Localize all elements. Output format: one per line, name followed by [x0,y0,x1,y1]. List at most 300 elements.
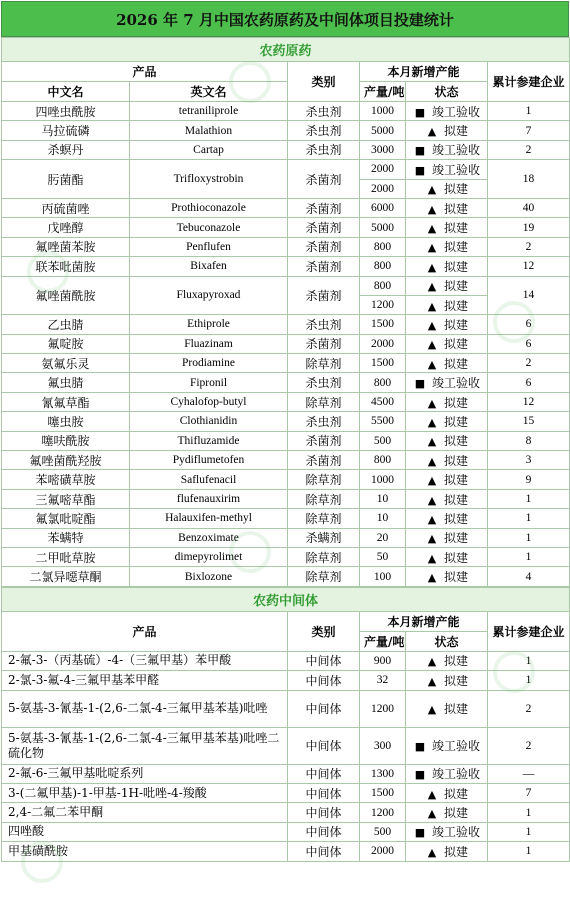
triangle-icon: ▲ [427,703,437,717]
capacity-cell: 500 [360,431,406,450]
cumulative-cell: 1 [488,547,570,566]
status-text: 拟建 [443,654,468,669]
technical-table [1,37,570,587]
status-text: 竣工验收 [431,376,480,391]
en-name-cell: flufenauxirim [130,489,288,508]
triangle-icon: ▲ [427,241,437,255]
triangle-icon: ▲ [427,183,437,197]
triangle-icon: ▲ [427,454,437,468]
status-text: 拟建 [443,221,468,236]
section-technical: 农药原药 [2,38,570,62]
square-icon: ■ [414,740,426,754]
status-text: 拟建 [443,473,468,488]
square-icon: ■ [414,768,426,782]
intermediate-name-cell: 2-氟-3-（丙基硫）-4-（三氟甲基）苯甲酸 [2,651,288,670]
category-cell: 杀虫剂 [288,102,360,121]
status-text: 拟建 [443,550,468,565]
category-cell: 中间体 [288,671,360,690]
table-row [2,451,570,470]
triangle-icon: ▲ [427,674,437,688]
en-name-cell: Trifloxystrobin [130,160,288,199]
status-text: 拟建 [443,844,468,859]
capacity-cell: 5000 [360,218,406,237]
status-text: 竣工验收 [431,104,480,119]
header-en-name: 英文名 [130,82,288,102]
category-cell: 除草剂 [288,547,360,566]
en-name-cell: Fluazinam [130,334,288,353]
en-name-cell: Malathion [130,121,288,140]
cn-name-cell: 乙虫腈 [2,315,130,334]
status-cell [406,334,488,353]
capacity-cell: 1300 [360,764,406,783]
category-cell: 中间体 [288,764,360,783]
capacity-cell: 1000 [360,470,406,489]
cn-name-cell: 氟啶胺 [2,334,130,353]
cumulative-cell: 8 [488,431,570,450]
capacity-cell: 800 [360,257,406,276]
cn-name-cell: 氨氟乐灵 [2,354,130,373]
table-row [2,412,570,431]
status-cell [406,651,488,670]
triangle-icon: ▲ [427,512,437,526]
category-cell: 除草剂 [288,489,360,508]
triangle-icon: ▲ [427,435,437,449]
table-row [2,842,570,861]
cumulative-cell: 2 [488,237,570,256]
status-cell [406,354,488,373]
status-cell [406,102,488,121]
cumulative-cell: 2 [488,140,570,159]
cumulative-cell: 1 [488,102,570,121]
capacity-cell: 800 [360,237,406,256]
cn-name-cell: 氟唑菌酰胺 [2,276,130,315]
cn-name-cell: 氟唑菌苯胺 [2,237,130,256]
cn-name-cell: 苯嘧磺草胺 [2,470,130,489]
triangle-icon: ▲ [427,845,437,859]
triangle-icon: ▲ [427,551,437,565]
capacity-cell: 800 [360,373,406,392]
status-text: 拟建 [443,786,468,801]
capacity-cell: 2000 [360,179,406,198]
table-row [2,470,570,489]
square-icon: ■ [414,826,426,840]
status-cell [406,257,488,276]
square-icon: ■ [414,377,426,391]
capacity-cell: 32 [360,671,406,690]
capacity-cell: 3000 [360,140,406,159]
table-row [2,354,570,373]
cn-name-cell: 联苯吡菌胺 [2,257,130,276]
cumulative-cell: 2 [488,690,570,727]
status-text: 拟建 [443,201,468,216]
triangle-icon: ▲ [427,415,437,429]
status-cell [406,179,488,198]
cn-name-cell: 戊唑醇 [2,218,130,237]
intermediate-name-cell: 3-(二氟甲基)-1-甲基-1H-吡唑-4-羧酸 [2,783,288,802]
status-cell [406,470,488,489]
cn-name-cell: 马拉硫磷 [2,121,130,140]
triangle-icon: ▲ [427,318,437,332]
status-text: 拟建 [443,453,468,468]
category-cell: 杀菌剂 [288,160,360,199]
intermediate-name-cell: 5-氨基-3-氰基-1-(2,6-二氯-4-三氟甲基苯基)吡唑二硫化物 [2,727,288,764]
header-status: 状态 [406,631,488,651]
en-name-cell: Tebuconazole [130,218,288,237]
status-text: 竣工验收 [431,767,480,782]
cumulative-cell: 15 [488,412,570,431]
capacity-cell: 2000 [360,160,406,179]
en-name-cell: Pydiflumetofen [130,451,288,470]
triangle-icon: ▲ [427,807,437,821]
triangle-icon: ▲ [427,202,437,216]
square-icon: ■ [414,144,426,158]
status-cell [406,803,488,822]
cumulative-cell: 19 [488,218,570,237]
triangle-icon: ▲ [427,532,437,546]
table-row [2,102,570,121]
cumulative-cell: 1 [488,671,570,690]
status-text: 拟建 [443,124,468,139]
en-name-cell: Saflufenacil [130,470,288,489]
category-cell: 除草剂 [288,392,360,411]
status-text: 拟建 [443,806,468,821]
status-text: 拟建 [443,356,468,371]
cn-name-cell: 噻虫胺 [2,412,130,431]
cumulative-cell: 2 [488,727,570,764]
status-cell [406,218,488,237]
status-text: 竣工验收 [431,739,480,754]
table-row [2,671,570,690]
table-row [2,764,570,783]
cumulative-cell: 1 [488,509,570,528]
capacity-cell: 10 [360,509,406,528]
en-name-cell: Prothioconazole [130,198,288,217]
triangle-icon: ▲ [427,222,437,236]
capacity-cell: 1200 [360,690,406,727]
status-cell [406,315,488,334]
section-intermediate: 农药中间体 [2,587,570,611]
status-cell [406,121,488,140]
cumulative-cell: 1 [488,489,570,508]
en-name-cell: tetraniliprole [130,102,288,121]
cumulative-cell: 1 [488,528,570,547]
status-text: 拟建 [443,570,468,585]
triangle-icon: ▲ [427,396,437,410]
table-row [2,373,570,392]
report-page [1,1,569,862]
category-cell: 杀菌剂 [288,237,360,256]
status-cell [406,671,488,690]
cumulative-cell: 7 [488,783,570,802]
status-cell [406,198,488,217]
category-cell: 杀菌剂 [288,451,360,470]
status-cell [406,431,488,450]
cn-name-cell: 丙硫菌唑 [2,198,130,217]
status-text: 拟建 [443,317,468,332]
capacity-cell: 900 [360,651,406,670]
triangle-icon: ▲ [427,571,437,585]
intermediate-name-cell: 5-氨基-3-氰基-1-(2,6-二氯-4-三氟甲基苯基)吡唑 [2,690,288,727]
cumulative-cell: 12 [488,257,570,276]
status-cell [406,295,488,314]
table-row [2,276,570,295]
table-row [2,567,570,586]
category-cell: 杀菌剂 [288,257,360,276]
header-capacity-unit: 产量/吨 [360,82,406,102]
status-text: 拟建 [443,279,468,294]
status-cell [406,451,488,470]
cumulative-cell: 40 [488,198,570,217]
category-cell: 杀虫剂 [288,412,360,431]
status-text: 拟建 [443,395,468,410]
status-cell [406,727,488,764]
category-cell: 杀虫剂 [288,140,360,159]
header-new-capacity: 本月新增产能 [360,611,488,631]
table-row [2,690,570,727]
triangle-icon: ▲ [427,474,437,488]
category-cell: 中间体 [288,651,360,670]
status-text: 拟建 [443,511,468,526]
capacity-cell: 100 [360,567,406,586]
cumulative-cell: 1 [488,842,570,861]
intermediate-name-cell: 2-氯-3-氟-4-三氟甲基苯甲醛 [2,671,288,690]
header-product: 产品 [2,611,288,651]
status-text: 拟建 [443,182,468,197]
capacity-cell: 1200 [360,803,406,822]
status-cell [406,783,488,802]
category-cell: 中间体 [288,727,360,764]
status-text: 拟建 [443,259,468,274]
category-cell: 杀虫剂 [288,373,360,392]
status-cell [406,509,488,528]
capacity-cell: 1500 [360,783,406,802]
category-cell: 杀虫剂 [288,121,360,140]
en-name-cell: Fluxapyroxad [130,276,288,315]
status-text: 竣工验收 [431,825,480,840]
en-name-cell: Halauxifen-methyl [130,509,288,528]
status-text: 拟建 [443,531,468,546]
cn-name-cell: 杀螟丹 [2,140,130,159]
cumulative-cell: 7 [488,121,570,140]
capacity-cell: 1200 [360,295,406,314]
capacity-cell: 1000 [360,102,406,121]
capacity-cell: 6000 [360,198,406,217]
en-name-cell: Thifluzamide [130,431,288,450]
table-row [2,198,570,217]
cumulative-cell: 1 [488,651,570,670]
category-cell: 杀菌剂 [288,334,360,353]
cumulative-cell: 6 [488,373,570,392]
cumulative-cell: 12 [488,392,570,411]
en-name-cell: Cyhalofop-butyl [130,392,288,411]
intermediate-name-cell: 甲基磺酰胺 [2,842,288,861]
capacity-cell: 1500 [360,354,406,373]
status-cell [406,276,488,295]
status-text: 拟建 [443,240,468,255]
capacity-cell: 1500 [360,315,406,334]
table-row [2,822,570,841]
report-title: 2026 年 7 月中国农药原药及中间体项目投建统计 [1,1,569,37]
table-row [2,528,570,547]
cumulative-cell: 1 [488,803,570,822]
status-cell [406,237,488,256]
status-text: 拟建 [443,434,468,449]
category-cell: 杀菌剂 [288,431,360,450]
status-text: 拟建 [443,337,468,352]
category-cell: 中间体 [288,783,360,802]
category-cell: 杀虫剂 [288,315,360,334]
category-cell: 杀菌剂 [288,198,360,217]
cumulative-cell: 18 [488,160,570,199]
en-name-cell: Fipronil [130,373,288,392]
intermediate-table [1,587,570,862]
cn-name-cell: 三氟嘧草酯 [2,489,130,508]
capacity-cell: 2000 [360,334,406,353]
category-cell: 杀菌剂 [288,218,360,237]
status-cell [406,140,488,159]
intermediate-name-cell: 四唑酸 [2,822,288,841]
table-row [2,315,570,334]
capacity-cell: 5000 [360,121,406,140]
cumulative-cell: 4 [488,567,570,586]
table-row [2,783,570,802]
status-cell [406,547,488,566]
table-row [2,334,570,353]
header-status: 状态 [406,82,488,102]
cumulative-cell: 9 [488,470,570,489]
en-name-cell: Ethiprole [130,315,288,334]
triangle-icon: ▲ [427,280,437,294]
en-name-cell: dimepyrolimet [130,547,288,566]
category-cell: 中间体 [288,842,360,861]
triangle-icon: ▲ [427,493,437,507]
table-row [2,803,570,822]
status-cell [406,567,488,586]
cn-name-cell: 二氯异噁草酮 [2,567,130,586]
capacity-cell: 300 [360,727,406,764]
status-cell [406,842,488,861]
category-cell: 杀菌剂 [288,276,360,315]
status-text: 竣工验收 [431,162,480,177]
table-row [2,431,570,450]
table-row [2,547,570,566]
status-text: 拟建 [443,492,468,507]
category-cell: 杀螨剂 [288,528,360,547]
cumulative-cell: 6 [488,334,570,353]
cumulative-cell: 2 [488,354,570,373]
cn-name-cell: 氟唑菌酰羟胺 [2,451,130,470]
header-category: 类别 [288,611,360,651]
status-cell [406,412,488,431]
en-name-cell: Bixlozone [130,567,288,586]
triangle-icon: ▲ [427,338,437,352]
status-text: 拟建 [443,702,468,717]
header-capacity-unit: 产量/吨 [360,631,406,651]
table-row [2,160,570,179]
table-row [2,237,570,256]
cumulative-cell: 14 [488,276,570,315]
cumulative-cell: 3 [488,451,570,470]
en-name-cell: Penflufen [130,237,288,256]
category-cell: 除草剂 [288,509,360,528]
triangle-icon: ▲ [427,260,437,274]
cumulative-cell: 6 [488,315,570,334]
status-text: 拟建 [443,298,468,313]
capacity-cell: 50 [360,547,406,566]
header-category: 类别 [288,62,360,102]
category-cell: 除草剂 [288,354,360,373]
category-cell: 中间体 [288,690,360,727]
en-name-cell: Bixafen [130,257,288,276]
status-cell [406,690,488,727]
table-row [2,257,570,276]
status-text: 拟建 [443,673,468,688]
triangle-icon: ▲ [427,299,437,313]
table-row [2,121,570,140]
cn-name-cell: 氰氟草酯 [2,392,130,411]
status-cell [406,489,488,508]
en-name-cell: Clothianidin [130,412,288,431]
square-icon: ■ [414,105,426,119]
header-cumulative: 累计参建企业 [488,611,570,651]
en-name-cell: Cartap [130,140,288,159]
capacity-cell: 800 [360,451,406,470]
category-cell: 除草剂 [288,567,360,586]
status-cell [406,528,488,547]
intermediate-name-cell: 2,4-二氟二苯甲酮 [2,803,288,822]
status-cell [406,160,488,179]
status-text: 拟建 [443,414,468,429]
category-cell: 中间体 [288,822,360,841]
capacity-cell: 800 [360,276,406,295]
table-row [2,392,570,411]
capacity-cell: 20 [360,528,406,547]
cumulative-cell: — [488,764,570,783]
header-new-capacity: 本月新增产能 [360,62,488,82]
header-product: 产品 [2,62,288,82]
triangle-icon: ▲ [427,655,437,669]
capacity-cell: 500 [360,822,406,841]
cn-name-cell: 二甲吡草胺 [2,547,130,566]
intermediate-name-cell: 2-氟-6-三氟甲基吡啶系列 [2,764,288,783]
capacity-cell: 5500 [360,412,406,431]
status-cell [406,822,488,841]
header-cn-name: 中文名 [2,82,130,102]
table-row [2,651,570,670]
cn-name-cell: 四唑虫酰胺 [2,102,130,121]
header-cumulative: 累计参建企业 [488,62,570,102]
status-cell [406,764,488,783]
triangle-icon: ▲ [427,787,437,801]
cn-name-cell: 氟虫腈 [2,373,130,392]
triangle-icon: ▲ [427,357,437,371]
cn-name-cell: 噻呋酰胺 [2,431,130,450]
en-name-cell: Benzoximate [130,528,288,547]
triangle-icon: ▲ [427,125,437,139]
status-cell [406,392,488,411]
capacity-cell: 4500 [360,392,406,411]
en-name-cell: Prodiamine [130,354,288,373]
category-cell: 除草剂 [288,470,360,489]
cumulative-cell: 1 [488,822,570,841]
table-row [2,218,570,237]
status-cell [406,373,488,392]
table-row [2,727,570,764]
square-icon: ■ [414,163,426,177]
cn-name-cell: 肟菌酯 [2,160,130,199]
table-row [2,140,570,159]
cn-name-cell: 苯螨特 [2,528,130,547]
